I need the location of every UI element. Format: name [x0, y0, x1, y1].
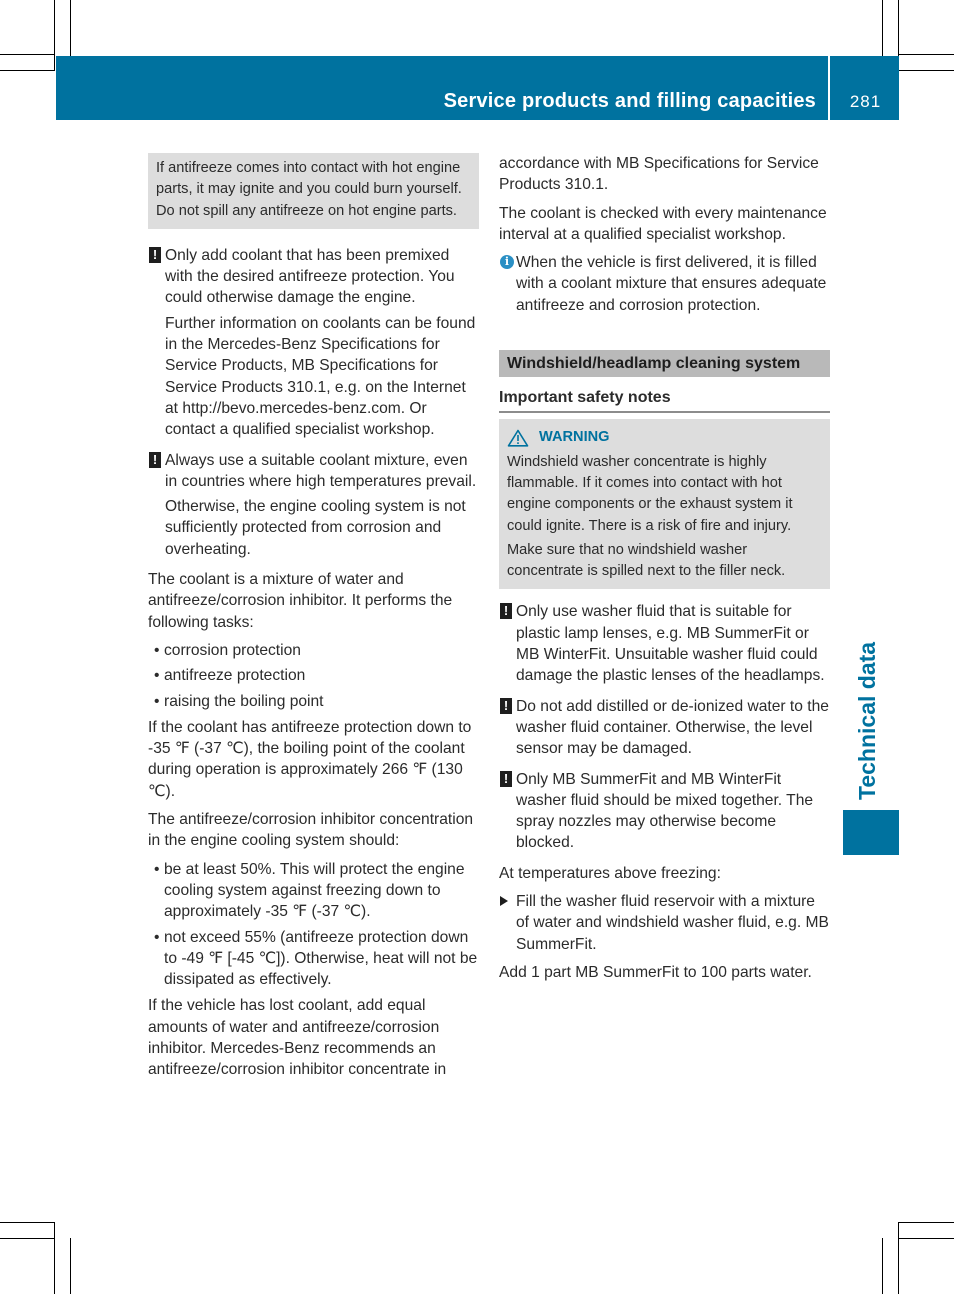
note-text: Only use washer fluid that is suitable for plastic lamp lenses, e.g. MB SummerFit or MB WinterFit. Unsuitable washer fluid could damage the plastic lenses of the headlamps.: [516, 603, 825, 685]
crop-mark: [882, 0, 883, 56]
body-paragraph: The coolant is checked with every maintenance interval at a qualified specialist workshop.: [499, 204, 827, 243]
bullet-icon: •: [154, 641, 160, 659]
crop-mark: [70, 1238, 71, 1294]
bullet-icon: •: [154, 692, 160, 710]
body-paragraph: Add 1 part MB SummerFit to 100 parts water.: [499, 963, 812, 981]
note-text: Further information on coolants can be found in the Mercedes-Benz Specifications for Service Products, MB Specifications for Service Products 310.1, e.g. on the Internet at http://bevo.mercedes-benz.com. Or contact a qualified specialist workshop.: [165, 314, 476, 439]
body-paragraph: If the vehicle has lost coolant, add equal amounts of water and antifreeze/corrosion inhibitor. Mercedes-Benz recommends an antifreeze/corrosion inhibitor concentrate in: [148, 997, 447, 1079]
warning-box: [499, 419, 830, 589]
info-note: [499, 252, 830, 316]
list-item-text: raising the boiling point: [164, 692, 324, 710]
arrow-right-icon: [500, 896, 508, 906]
list-item-text: antifreeze protection: [164, 667, 306, 685]
list-item: [148, 859, 479, 923]
right-column: [499, 153, 830, 990]
crop-mark: [0, 1238, 55, 1239]
warning-text: If antifreeze comes into contact with hot engine parts, it may ignite and you could burn yourself. Do not spill any antifreeze on hot engine parts.: [156, 160, 462, 219]
info-icon: i: [500, 255, 514, 269]
list-item: [148, 691, 479, 712]
body-paragraph: At temperatures above freezing:: [499, 864, 721, 882]
crop-mark: [0, 70, 55, 71]
antifreeze-warning-box: [148, 153, 479, 229]
warning-triangle-icon: [507, 429, 529, 447]
crop-mark: [0, 1222, 55, 1223]
subheading: Important safety notes: [499, 387, 830, 413]
coolant-tasks-list: [148, 640, 479, 712]
crop-mark: [899, 54, 954, 55]
header-divider: [828, 56, 830, 120]
crop-mark: [70, 0, 71, 56]
concentration-list: [148, 859, 479, 991]
note-text: Otherwise, the engine cooling system is not sufficiently protected from corrosion and overheating.: [165, 498, 466, 558]
exclamation-icon: !: [500, 771, 512, 787]
body-paragraph: The antifreeze/corrosion inhibitor concentration in the engine cooling system should:: [148, 811, 474, 850]
list-item: [148, 927, 479, 991]
note-text: Always use a suitable coolant mixture, even in countries where high temperatures prevail.: [165, 451, 477, 490]
note-premixed-coolant: [148, 245, 479, 441]
warning-text: Windshield washer concentrate is highly flammable. If it comes into contact with hot engine components or the exhaust system it could ignite. There is a risk of fire and injury.: [507, 453, 793, 534]
crop-mark: [882, 1238, 883, 1294]
note-coolant-mixture: [148, 450, 479, 560]
warning-text: Make sure that no windshield washer concentrate is spilled next to the filler neck.: [507, 541, 786, 580]
note-text: Only add coolant that has been premixed with the desired antifreeze protection. You could otherwise damage the engine.: [165, 246, 455, 307]
bullet-icon: •: [154, 667, 160, 685]
note-mixing-fluids: [499, 769, 830, 854]
crop-mark: [0, 54, 55, 55]
left-column: [148, 153, 479, 1088]
body-paragraph: accordance with MB Specifications for Service Products 310.1.: [499, 155, 819, 194]
bullet-icon: •: [154, 860, 160, 878]
crop-mark: [899, 1238, 954, 1239]
note-text: When the vehicle is first delivered, it is filled with a coolant mixture that ensures adequate antifreeze and corrosion protection.: [516, 254, 827, 314]
step-text: Fill the washer fluid reservoir with a mixture of water and windshield washer fluid, e.g. MB SummerFit.: [516, 893, 829, 953]
list-item-text: corrosion protection: [164, 641, 301, 659]
page-title: Service products and filling capacities: [443, 90, 816, 112]
exclamation-icon: !: [149, 452, 161, 468]
note-distilled-water: [499, 696, 830, 760]
list-item: [148, 665, 479, 686]
crop-mark: [899, 1222, 954, 1223]
crop-mark: [54, 0, 55, 70]
crop-mark: [898, 1222, 899, 1294]
list-item-text: be at least 50%. This will protect the engine cooling system against freezing down to approximately -35 ℉ (-37 ℃).: [164, 860, 465, 921]
exclamation-icon: !: [500, 698, 512, 714]
section-heading: Windshield/headlamp cleaning system: [499, 350, 830, 377]
note-text: Only MB SummerFit and MB WinterFit washer fluid should be mixed together. The spray nozzles may otherwise become blocked.: [516, 770, 814, 852]
warning-header: [507, 427, 822, 448]
crop-mark: [54, 1222, 55, 1294]
list-item: [148, 640, 479, 661]
warning-label: WARNING: [539, 429, 610, 446]
header-bar: [56, 56, 899, 120]
note-text: Do not add distilled or de-ionized water to the washer fluid container. Otherwise, the level sensor may be damaged.: [516, 697, 829, 758]
list-item-text: not exceed 55% (antifreeze protection down to -49 ℉ [-45 ℃]). Otherwise, heat will not be dissipated as effectively.: [164, 928, 478, 989]
note-washer-fluid-lenses: [499, 601, 830, 686]
exclamation-icon: !: [500, 603, 512, 619]
side-tab-marker: [843, 810, 899, 855]
bullet-icon: •: [154, 928, 160, 946]
instruction-step: [499, 891, 830, 955]
exclamation-icon: !: [149, 247, 161, 263]
body-paragraph: If the coolant has antifreeze protection down to -35 ℉ (-37 ℃), the boiling point of the coolant during operation is approximately 266 ℉ (130 ℃).: [148, 718, 472, 800]
crop-mark: [899, 70, 954, 71]
side-tab-label: Technical data: [854, 641, 880, 800]
body-paragraph: The coolant is a mixture of water and antifreeze/corrosion inhibitor. It performs the following tasks:: [148, 571, 453, 631]
page-number: 281: [849, 92, 882, 111]
